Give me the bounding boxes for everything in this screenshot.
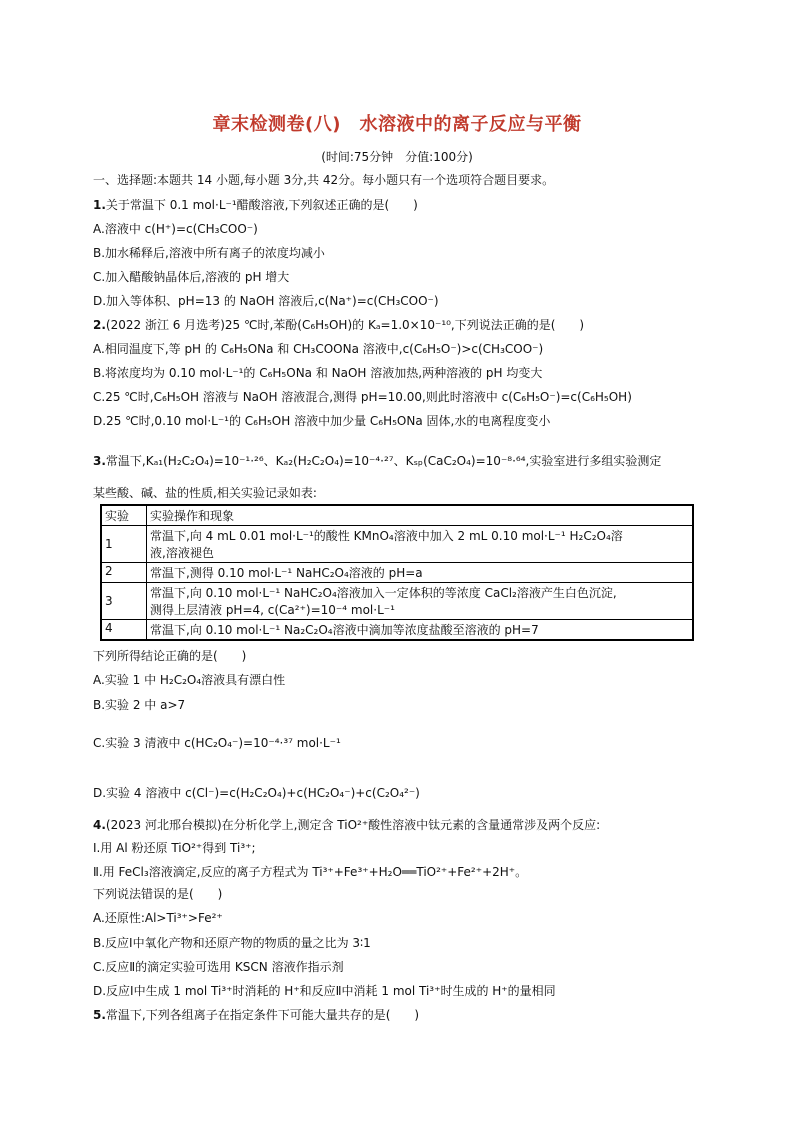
question-3-stem <box>93 453 661 469</box>
question-number: 1. <box>93 198 106 212</box>
q4-reaction-i: Ⅰ.用 Al 粉还原 TiO²⁺得到 Ti³⁺; <box>93 841 256 855</box>
cell-line: 测得上层清液 pH=4, c(Ca²⁺)=10⁻⁴ mol·L⁻¹ <box>150 603 395 617</box>
q1-option-d: D.加入等体积、pH=13 的 NaOH 溶液后,c(Na⁺)=c(CH₃COO⁻) <box>93 294 439 308</box>
question-3-ask: 下列所得结论正确的是( ) <box>93 649 247 663</box>
table-header-row <box>101 505 693 526</box>
question-number: 4. <box>93 818 106 832</box>
q3-option-b: B.实验 2 中 a>7 <box>93 698 186 712</box>
question-4-ask: 下列说法错误的是( ) <box>93 887 223 901</box>
table-row <box>101 583 693 620</box>
table-row <box>101 563 693 583</box>
cell-line: 常温下,向 4 mL 0.01 mol·L⁻¹的酸性 KMnO₄溶液中加入 2 mL 0.10 mol·L⁻¹ H₂C₂O₄溶 <box>150 529 623 543</box>
table-cell: 1 <box>101 526 147 563</box>
question-text: 关于常温下 0.1 mol·L⁻¹醋酸溶液,下列叙述正确的是( ) <box>105 198 418 212</box>
question-text: (2023 河北邢台模拟)在分析化学上,测定含 TiO²⁺酸性溶液中钛元素的含量通常涉及两个反应: <box>105 818 601 832</box>
q1-option-a: A.溶液中 c(H⁺)=c(CH₃COO⁻) <box>93 222 258 236</box>
question-text: 常温下,下列各组离子在指定条件下可能大量共存的是( ) <box>105 1008 420 1022</box>
question-2-stem <box>93 317 584 333</box>
table-row <box>101 526 693 563</box>
exam-meta: (时间:75分钟 分值:100分) <box>321 150 473 164</box>
q3-option-d: D.实验 4 溶液中 c(Cl⁻)=c(H₂C₂O₄)+c(HC₂O₄⁻)+c(C₂O₄²⁻) <box>93 786 420 800</box>
question-text: 常温下,Kₐ₁(H₂C₂O₄)=10⁻¹·²⁶、Kₐ₂(H₂C₂O₄)=10⁻⁴·²⁷、Kₛₚ(CaC₂O₄)=10⁻⁸·⁶⁴,实验室进行多组实验测定 <box>105 454 662 468</box>
table-header-cell: 实验操作和现象 <box>147 505 694 526</box>
table-cell: 4 <box>101 620 147 641</box>
q1-option-b: B.加水稀释后,溶液中所有离子的浓度均减小 <box>93 246 325 260</box>
question-3-stem-cont: 某些酸、碱、盐的性质,相关实验记录如表: <box>93 486 317 500</box>
question-text: (2022 浙江 6 月选考)25 ℃时,苯酚(C₆H₅OH)的 Kₐ=1.0×10⁻¹⁰,下列说法正确的是( ) <box>105 318 585 332</box>
question-number: 2. <box>93 318 106 332</box>
q4-option-a: A.还原性:Al>Ti³⁺>Fe²⁺ <box>93 911 223 925</box>
table-cell: 3 <box>101 583 147 620</box>
q4-reaction-ii: Ⅱ.用 FeCl₃溶液滴定,反应的离子方程式为 Ti³⁺+Fe³⁺+H₂O══TiO²⁺+Fe²⁺+2H⁺。 <box>93 865 528 879</box>
experiment-table <box>100 504 694 641</box>
q2-option-a: A.相同温度下,等 pH 的 C₆H₅ONa 和 CH₃COONa 溶液中,c(C₆H₅O⁻)>c(CH₃COO⁻) <box>93 342 544 356</box>
table-cell: 常温下,向 0.10 mol·L⁻¹ Na₂C₂O₄溶液中滴加等浓度盐酸至溶液的 pH=7 <box>147 620 694 641</box>
table-cell: 常温下,测得 0.10 mol·L⁻¹ NaHC₂O₄溶液的 pH=a <box>147 563 694 583</box>
page-title: 章末检测卷(八) 水溶液中的离子反应与平衡 <box>212 114 582 135</box>
table-cell <box>147 583 694 620</box>
q4-option-c: C.反应Ⅱ的滴定实验可选用 KSCN 溶液作指示剂 <box>93 960 344 974</box>
q2-option-d: D.25 ℃时,0.10 mol·L⁻¹的 C₆H₅OH 溶液中加少量 C₆H₅ONa 固体,水的电离程度变小 <box>93 414 551 428</box>
q4-option-b: B.反应Ⅰ中氧化产物和还原产物的物质的量之比为 3∶1 <box>93 936 371 950</box>
q2-option-c: C.25 ℃时,C₆H₅OH 溶液与 NaOH 溶液混合,测得 pH=10.00,则此时溶液中 c(C₆H₅O⁻)=c(C₆H₅OH) <box>93 390 632 404</box>
cell-line: 液,溶液褪色 <box>150 546 214 560</box>
question-number: 5. <box>93 1008 106 1022</box>
table-cell: 2 <box>101 563 147 583</box>
question-4-stem <box>93 817 600 833</box>
table-row <box>101 620 693 641</box>
section-heading: 一、选择题:本题共 14 小题,每小题 3分,共 42分。每小题只有一个选项符合题目要求。 <box>93 173 555 187</box>
q1-option-c: C.加入醋酸钠晶体后,溶液的 pH 增大 <box>93 270 290 284</box>
question-5-stem <box>93 1007 419 1023</box>
q3-option-c: C.实验 3 清液中 c(HC₂O₄⁻)=10⁻⁴·³⁷ mol·L⁻¹ <box>93 736 341 750</box>
q3-option-a: A.实验 1 中 H₂C₂O₄溶液具有漂白性 <box>93 673 286 687</box>
q4-option-d: D.反应Ⅰ中生成 1 mol Ti³⁺时消耗的 H⁺和反应Ⅱ中消耗 1 mol Ti³⁺时生成的 H⁺的量相同 <box>93 984 556 998</box>
question-1-stem <box>93 197 418 213</box>
question-number: 3. <box>93 454 106 468</box>
q2-option-b: B.将浓度均为 0.10 mol·L⁻¹的 C₆H₅ONa 和 NaOH 溶液加热,两种溶液的 pH 均变大 <box>93 366 543 380</box>
cell-line: 常温下,向 0.10 mol·L⁻¹ NaHC₂O₄溶液加入一定体积的等浓度 CaCl₂溶液产生白色沉淀, <box>150 586 617 600</box>
table-header-cell: 实验 <box>101 505 147 526</box>
table-cell <box>147 526 694 563</box>
